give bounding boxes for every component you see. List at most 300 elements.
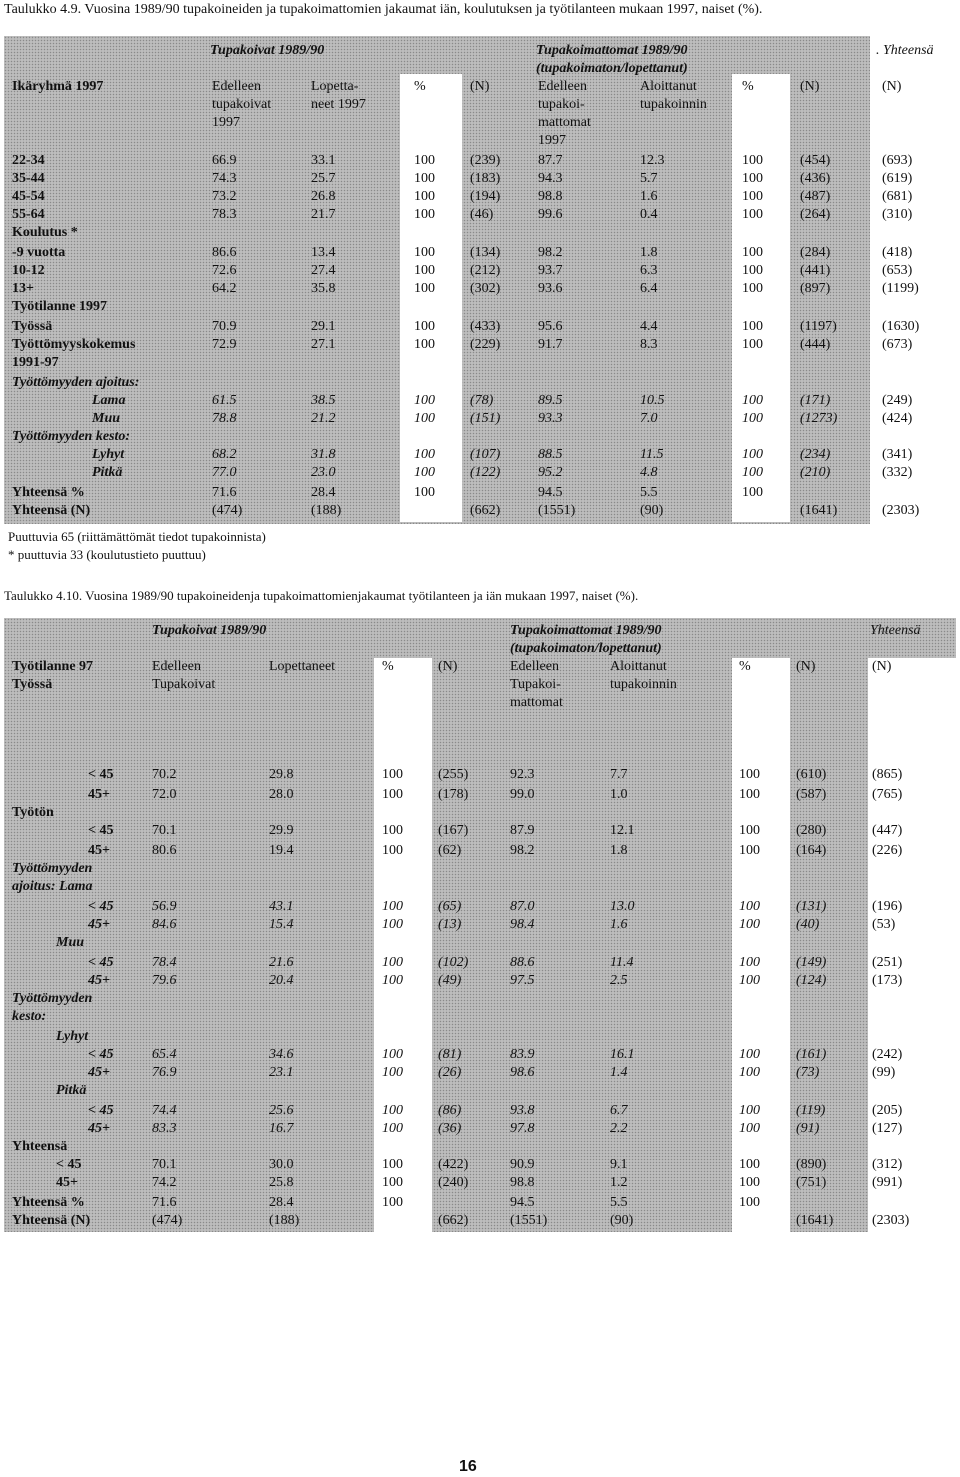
table-cell: 8.3 bbox=[640, 337, 658, 352]
table-cell: (205) bbox=[872, 1103, 903, 1118]
table-cell: 100 bbox=[414, 281, 435, 296]
table-cell: 100 bbox=[382, 767, 403, 782]
table-cell: (102) bbox=[438, 955, 469, 970]
column-header: (N) bbox=[438, 659, 458, 674]
table-cell: (433) bbox=[470, 319, 501, 334]
table-cell: 83.9 bbox=[510, 1047, 535, 1062]
table-cell: 83.3 bbox=[152, 1121, 177, 1136]
table-cell: 78.8 bbox=[212, 411, 237, 426]
table-cell: 100 bbox=[739, 787, 760, 802]
table-cell: (447) bbox=[872, 823, 903, 838]
table-cell: 23.0 bbox=[311, 465, 336, 480]
column-header: Aloittanut tupakoinnin bbox=[640, 79, 707, 112]
table-cell: 21.2 bbox=[311, 411, 336, 426]
row-label: kesto: bbox=[12, 1009, 47, 1024]
table-cell: 100 bbox=[382, 899, 403, 914]
table-cell: 100 bbox=[739, 767, 760, 782]
table-cell: 6.4 bbox=[640, 281, 658, 296]
table-cell: 13.0 bbox=[610, 899, 635, 914]
table-cell: 72.6 bbox=[212, 263, 237, 278]
table-cell: 100 bbox=[742, 281, 763, 296]
table-cell: 29.9 bbox=[269, 823, 294, 838]
table-cell: 29.1 bbox=[311, 319, 336, 334]
table-cell: 98.2 bbox=[510, 843, 535, 858]
table-cell: (212) bbox=[470, 263, 501, 278]
table-cell: 77.0 bbox=[212, 465, 237, 480]
table-cell: 26.8 bbox=[311, 189, 336, 204]
row-label: Yhteensä bbox=[12, 1139, 68, 1154]
table-cell: 35.8 bbox=[311, 281, 336, 296]
table-cell: 27.1 bbox=[311, 337, 336, 352]
table-cell: 100 bbox=[742, 153, 763, 168]
table-cell: 100 bbox=[742, 245, 763, 260]
table-cell: (991) bbox=[872, 1175, 903, 1190]
column-header: Edelleen tupakoi- mattomat 1997 bbox=[538, 79, 591, 148]
table-cell: (124) bbox=[796, 973, 827, 988]
row-label: 45+ bbox=[88, 843, 110, 858]
table-cell: (239) bbox=[470, 153, 501, 168]
table-cell: 100 bbox=[382, 1103, 403, 1118]
table-cell: 86.6 bbox=[212, 245, 237, 260]
table-cell: 38.5 bbox=[311, 393, 336, 408]
table-cell: 74.4 bbox=[152, 1103, 177, 1118]
table-cell: (178) bbox=[438, 787, 469, 802]
table-cell: 5.5 bbox=[610, 1195, 628, 1210]
table-cell: (424) bbox=[882, 411, 913, 426]
table-cell: 1.0 bbox=[610, 787, 628, 802]
group-header-nonsmokers: Tupakoimattomat 1989/90 bbox=[510, 623, 662, 638]
table-cell: 61.5 bbox=[212, 393, 237, 408]
table-cell: 56.9 bbox=[152, 899, 177, 914]
table-cell: 4.8 bbox=[640, 465, 658, 480]
table-cell: 100 bbox=[382, 823, 403, 838]
column-header: % bbox=[742, 79, 754, 94]
row-label: 45+ bbox=[56, 1175, 78, 1190]
table-cell: 100 bbox=[382, 843, 403, 858]
group-header-nonsmokers-sub: (tupakoimaton/lopettanut) bbox=[510, 641, 662, 656]
table-cell: 70.2 bbox=[152, 767, 177, 782]
row-label: -9 vuotta bbox=[12, 245, 66, 260]
row-label: 10-12 bbox=[12, 263, 45, 278]
table-cell: 31.8 bbox=[311, 447, 336, 462]
table-cell: 6.7 bbox=[610, 1103, 628, 1118]
table-cell: 1.6 bbox=[610, 917, 628, 932]
table-cell: 76.9 bbox=[152, 1065, 177, 1080]
table-note: Puuttuvia 65 (riittämättömät tiedot tupakoinnista) bbox=[8, 529, 266, 544]
table-cell: 100 bbox=[414, 319, 435, 334]
table-cell: (1641) bbox=[796, 1213, 834, 1228]
table-cell: 98.4 bbox=[510, 917, 535, 932]
table-cell: (1641) bbox=[800, 503, 838, 518]
table-cell: 100 bbox=[382, 1195, 403, 1210]
table-cell: 28.0 bbox=[269, 787, 294, 802]
table-cell: 28.4 bbox=[269, 1195, 294, 1210]
table-cell: 25.7 bbox=[311, 171, 336, 186]
table-cell: 2.5 bbox=[610, 973, 628, 988]
table-cell: 70.1 bbox=[152, 1157, 177, 1172]
row-label: Muu bbox=[92, 411, 121, 426]
table-cell: 16.7 bbox=[269, 1121, 294, 1136]
row-label: < 45 bbox=[88, 767, 114, 782]
table-cell: (341) bbox=[882, 447, 913, 462]
table-cell: 100 bbox=[739, 1157, 760, 1172]
table-cell: 11.5 bbox=[640, 447, 664, 462]
table-cell: 87.0 bbox=[510, 899, 535, 914]
table-cell: 16.1 bbox=[610, 1047, 635, 1062]
table-cell: (681) bbox=[882, 189, 913, 204]
table-cell: 87.7 bbox=[538, 153, 563, 168]
table-cell: 100 bbox=[742, 319, 763, 334]
table-cell: 100 bbox=[739, 1195, 760, 1210]
table-cell: 100 bbox=[382, 1047, 403, 1062]
table-cell: (249) bbox=[882, 393, 913, 408]
table-cell: 100 bbox=[382, 787, 403, 802]
table-cell: (280) bbox=[796, 823, 827, 838]
table-cell: 7.7 bbox=[610, 767, 628, 782]
white-column-band bbox=[732, 658, 790, 1232]
table-cell: 78.4 bbox=[152, 955, 177, 970]
table-cell: (264) bbox=[800, 207, 831, 222]
table-cell: (454) bbox=[800, 153, 831, 168]
table-cell: 5.7 bbox=[640, 171, 658, 186]
table-cell: 21.7 bbox=[311, 207, 336, 222]
group-header-total: Yhteensä bbox=[870, 623, 921, 638]
table-cell: 93.7 bbox=[538, 263, 563, 278]
table-cell: 100 bbox=[382, 917, 403, 932]
table-cell: (49) bbox=[438, 973, 462, 988]
table-cell: (1630) bbox=[882, 319, 920, 334]
table-cell: 15.4 bbox=[269, 917, 294, 932]
table-cell: (86) bbox=[438, 1103, 462, 1118]
column-header: Lopettaneet bbox=[269, 659, 336, 674]
table-cell: 100 bbox=[414, 245, 435, 260]
table-cell: 43.1 bbox=[269, 899, 294, 914]
table-cell: 0.4 bbox=[640, 207, 658, 222]
table-cell: (164) bbox=[796, 843, 827, 858]
table-cell: (653) bbox=[882, 263, 913, 278]
row-label: 45-54 bbox=[12, 189, 45, 204]
table-cell: (183) bbox=[470, 171, 501, 186]
page-number: 16 bbox=[459, 1458, 477, 1475]
table-cell: (173) bbox=[872, 973, 903, 988]
table-cell: 23.1 bbox=[269, 1065, 294, 1080]
table-cell: (673) bbox=[882, 337, 913, 352]
table-cell: 29.8 bbox=[269, 767, 294, 782]
row-label: Työttömyyden bbox=[12, 861, 93, 876]
table-cell: 79.6 bbox=[152, 973, 177, 988]
table-cell: 98.2 bbox=[538, 245, 563, 260]
table-cell: (131) bbox=[796, 899, 827, 914]
table-cell: 100 bbox=[742, 189, 763, 204]
table-cell: 100 bbox=[739, 955, 760, 970]
table-cell: (2303) bbox=[872, 1213, 910, 1228]
table-cell: 98.8 bbox=[510, 1175, 535, 1190]
table-cell: 74.3 bbox=[212, 171, 237, 186]
table-cell: 100 bbox=[739, 1065, 760, 1080]
table-cell: (229) bbox=[470, 337, 501, 352]
table-cell: 94.5 bbox=[538, 485, 563, 500]
table-cell: (251) bbox=[872, 955, 903, 970]
table-cell: 100 bbox=[739, 1121, 760, 1136]
row-label: Yhteensä (N) bbox=[12, 1213, 91, 1228]
row-label-header: Ikäryhmä 1997 bbox=[12, 79, 104, 94]
table-cell: 93.3 bbox=[538, 411, 563, 426]
row-label: 45+ bbox=[88, 1121, 110, 1136]
table-cell: 73.2 bbox=[212, 189, 237, 204]
row-label: < 45 bbox=[56, 1157, 82, 1172]
table-cell: (418) bbox=[882, 245, 913, 260]
table-cell: 87.9 bbox=[510, 823, 535, 838]
table-cell: (897) bbox=[800, 281, 831, 296]
table-cell: (619) bbox=[882, 171, 913, 186]
row-label-header: Työtilanne 97 Työssä bbox=[12, 659, 94, 692]
table-cell: 64.2 bbox=[212, 281, 237, 296]
row-label: < 45 bbox=[88, 1047, 114, 1062]
row-label: Työttömyyden bbox=[12, 991, 93, 1006]
table-cell: (13) bbox=[438, 917, 462, 932]
table-cell: 100 bbox=[414, 447, 435, 462]
table-cell: 100 bbox=[414, 465, 435, 480]
table-cell: 100 bbox=[742, 485, 763, 500]
table-cell: 100 bbox=[382, 1175, 403, 1190]
table-cell: (194) bbox=[470, 189, 501, 204]
table-cell: 100 bbox=[382, 955, 403, 970]
table-cell: 84.6 bbox=[152, 917, 177, 932]
white-column-band bbox=[868, 658, 956, 1232]
table-cell: (53) bbox=[872, 917, 896, 932]
table-cell: 89.5 bbox=[538, 393, 563, 408]
table-cell: (62) bbox=[438, 843, 462, 858]
table-cell: 4.4 bbox=[640, 319, 658, 334]
table-cell: 30.0 bbox=[269, 1157, 294, 1172]
table-cell: 99.6 bbox=[538, 207, 563, 222]
table-cell: 74.2 bbox=[152, 1175, 177, 1190]
row-label: Pitkä bbox=[92, 465, 123, 480]
table-cell: 100 bbox=[382, 1121, 403, 1136]
table-cell: 1.6 bbox=[640, 189, 658, 204]
table-cell: (662) bbox=[438, 1213, 469, 1228]
table-cell: 100 bbox=[739, 899, 760, 914]
table-cell: (73) bbox=[796, 1065, 820, 1080]
table-cell: (78) bbox=[470, 393, 494, 408]
table-cell: 70.9 bbox=[212, 319, 237, 334]
table-cell: (134) bbox=[470, 245, 501, 260]
table-cell: 33.1 bbox=[311, 153, 336, 168]
table-cell: (210) bbox=[800, 465, 831, 480]
table-cell: 10.5 bbox=[640, 393, 665, 408]
column-header: (N) bbox=[800, 79, 820, 94]
table-cell: 100 bbox=[414, 263, 435, 278]
table-cell: 72.9 bbox=[212, 337, 237, 352]
table-cell: 65.4 bbox=[152, 1047, 177, 1062]
table-cell: 99.0 bbox=[510, 787, 535, 802]
table-cell: 97.5 bbox=[510, 973, 535, 988]
table-cell: 1.8 bbox=[610, 843, 628, 858]
table-cell: 21.6 bbox=[269, 955, 294, 970]
table-cell: 100 bbox=[742, 207, 763, 222]
column-header: Edelleen Tupakoi- mattomat bbox=[510, 659, 563, 710]
table-cell: 88.5 bbox=[538, 447, 563, 462]
row-label: < 45 bbox=[88, 1103, 114, 1118]
row-label: < 45 bbox=[88, 899, 114, 914]
table-cell: 100 bbox=[742, 447, 763, 462]
row-label: Työtön bbox=[12, 805, 54, 820]
table-cell: (487) bbox=[800, 189, 831, 204]
table-note: * puuttuvia 33 (koulutustieto puuttuu) bbox=[8, 547, 206, 562]
table-cell: (751) bbox=[796, 1175, 827, 1190]
table-cell: (107) bbox=[470, 447, 501, 462]
table-cell: 100 bbox=[414, 189, 435, 204]
table-cell: 100 bbox=[739, 843, 760, 858]
table-cell: (171) bbox=[800, 393, 831, 408]
table-cell: 100 bbox=[739, 1175, 760, 1190]
table-cell: 72.0 bbox=[152, 787, 177, 802]
table-4-9 bbox=[4, 36, 956, 524]
table-cell: 1.2 bbox=[610, 1175, 628, 1190]
table-cell: (441) bbox=[800, 263, 831, 278]
table-cell: (302) bbox=[470, 281, 501, 296]
table-cell: 100 bbox=[414, 171, 435, 186]
row-label: Muu bbox=[56, 935, 85, 950]
table-cell: (65) bbox=[438, 899, 462, 914]
table-cell: (693) bbox=[882, 153, 913, 168]
table-cell: (90) bbox=[640, 503, 664, 518]
row-label: Lama bbox=[92, 393, 126, 408]
table-cell: 100 bbox=[414, 393, 435, 408]
table-cell: 100 bbox=[382, 1157, 403, 1172]
row-label: 45+ bbox=[88, 917, 110, 932]
row-label: < 45 bbox=[88, 955, 114, 970]
table-cell: (167) bbox=[438, 823, 469, 838]
table-cell: (242) bbox=[872, 1047, 903, 1062]
row-label: 55-64 bbox=[12, 207, 45, 222]
table-cell: 100 bbox=[742, 465, 763, 480]
table-cell: (474) bbox=[152, 1213, 183, 1228]
row-label: < 45 bbox=[88, 823, 114, 838]
table-cell: (90) bbox=[610, 1213, 634, 1228]
table-cell: 100 bbox=[414, 411, 435, 426]
row-label: Yhteensä % bbox=[12, 1195, 85, 1210]
table-cell: 5.5 bbox=[640, 485, 658, 500]
table-cell: (890) bbox=[796, 1157, 827, 1172]
table-cell: (26) bbox=[438, 1065, 462, 1080]
table-cell: 25.8 bbox=[269, 1175, 294, 1190]
table-4-10 bbox=[4, 618, 956, 1232]
column-header: (N) bbox=[470, 79, 490, 94]
table-cell: 93.6 bbox=[538, 281, 563, 296]
table-cell: (119) bbox=[796, 1103, 826, 1118]
table-cell: 100 bbox=[742, 263, 763, 278]
column-header: % bbox=[382, 659, 394, 674]
table-cell: 71.6 bbox=[212, 485, 237, 500]
table-4-10-caption: Taulukko 4.10. Vuosina 1989/90 tupakoineidenja tupakoimattomienjakaumat työtilanteen ja iän mukaan 1997, naiset (%). bbox=[4, 588, 639, 603]
table-cell: 93.8 bbox=[510, 1103, 535, 1118]
table-cell: (122) bbox=[470, 465, 501, 480]
row-label: Työtilanne 1997 bbox=[12, 299, 108, 314]
row-label: 35-44 bbox=[12, 171, 45, 186]
table-cell: 100 bbox=[414, 485, 435, 500]
table-cell: 98.8 bbox=[538, 189, 563, 204]
table-cell: 100 bbox=[414, 337, 435, 352]
table-cell: (436) bbox=[800, 171, 831, 186]
row-label: Yhteensä % bbox=[12, 485, 85, 500]
row-label: Työttömyyden kesto: bbox=[12, 429, 131, 444]
table-cell: (127) bbox=[872, 1121, 903, 1136]
group-header-nonsmokers-sub: (tupakoimaton/lopettanut) bbox=[536, 61, 688, 76]
row-label: Työttömyyskokemus bbox=[12, 337, 136, 352]
table-cell: 100 bbox=[382, 1065, 403, 1080]
table-cell: (240) bbox=[438, 1175, 469, 1190]
table-cell: (226) bbox=[872, 843, 903, 858]
row-label: Yhteensä (N) bbox=[12, 503, 91, 518]
group-header-smokers: Tupakoivat 1989/90 bbox=[152, 623, 267, 638]
table-cell: 100 bbox=[739, 1047, 760, 1062]
table-cell: (196) bbox=[872, 899, 903, 914]
table-cell: 100 bbox=[739, 917, 760, 932]
column-header: Aloittanut tupakoinnin bbox=[610, 659, 677, 692]
row-label: 45+ bbox=[88, 787, 110, 802]
table-cell: 12.3 bbox=[640, 153, 665, 168]
table-cell: (161) bbox=[796, 1047, 827, 1062]
table-cell: 7.0 bbox=[640, 411, 658, 426]
table-cell: 100 bbox=[414, 207, 435, 222]
group-header-smokers: Tupakoivat 1989/90 bbox=[210, 43, 325, 58]
table-cell: (310) bbox=[882, 207, 913, 222]
row-label: Pitkä bbox=[56, 1083, 87, 1098]
table-cell: (1551) bbox=[510, 1213, 548, 1228]
table-cell: 12.1 bbox=[610, 823, 635, 838]
table-cell: 78.3 bbox=[212, 207, 237, 222]
table-cell: 80.6 bbox=[152, 843, 177, 858]
group-header-total: . Yhteensä bbox=[876, 43, 934, 58]
table-4-9-caption: Taulukko 4.9. Vuosina 1989/90 tupakoineiden ja tupakoimattomien jakaumat iän, koulutuksen ja työtilanteen mukaan 1997, naiset (%). bbox=[4, 2, 763, 17]
row-label: Koulutus * bbox=[12, 225, 78, 240]
column-header: (N) bbox=[872, 659, 892, 674]
table-cell: (422) bbox=[438, 1157, 469, 1172]
table-cell: (474) bbox=[212, 503, 243, 518]
table-cell: 91.7 bbox=[538, 337, 563, 352]
table-cell: 25.6 bbox=[269, 1103, 294, 1118]
table-cell: (662) bbox=[470, 503, 501, 518]
table-cell: 1.4 bbox=[610, 1065, 628, 1080]
column-header: Edelleen Tupakoivat bbox=[152, 659, 216, 692]
group-header-nonsmokers: Tupakoimattomat 1989/90 bbox=[536, 43, 688, 58]
row-label: 45+ bbox=[88, 1065, 110, 1080]
table-cell: (1273) bbox=[800, 411, 838, 426]
table-cell: (188) bbox=[269, 1213, 300, 1228]
table-cell: 27.4 bbox=[311, 263, 336, 278]
table-cell: (332) bbox=[882, 465, 913, 480]
table-cell: (91) bbox=[796, 1121, 820, 1136]
table-cell: 100 bbox=[382, 973, 403, 988]
table-cell: (312) bbox=[872, 1157, 903, 1172]
table-cell: 100 bbox=[742, 171, 763, 186]
table-cell: (255) bbox=[438, 767, 469, 782]
table-cell: (284) bbox=[800, 245, 831, 260]
table-cell: 100 bbox=[739, 1103, 760, 1118]
table-cell: (151) bbox=[470, 411, 501, 426]
column-header: Edelleen tupakoivat 1997 bbox=[212, 79, 272, 130]
table-cell: 9.1 bbox=[610, 1157, 628, 1172]
column-header: Lopetta- neet 1997 bbox=[311, 79, 366, 112]
table-cell: 2.2 bbox=[610, 1121, 628, 1136]
table-cell: (40) bbox=[796, 917, 820, 932]
row-label: Työttömyyden ajoitus: bbox=[12, 375, 140, 390]
column-header: (N) bbox=[882, 79, 902, 94]
row-label: 22-34 bbox=[12, 153, 45, 168]
table-cell: 34.6 bbox=[269, 1047, 294, 1062]
table-cell: 90.9 bbox=[510, 1157, 535, 1172]
